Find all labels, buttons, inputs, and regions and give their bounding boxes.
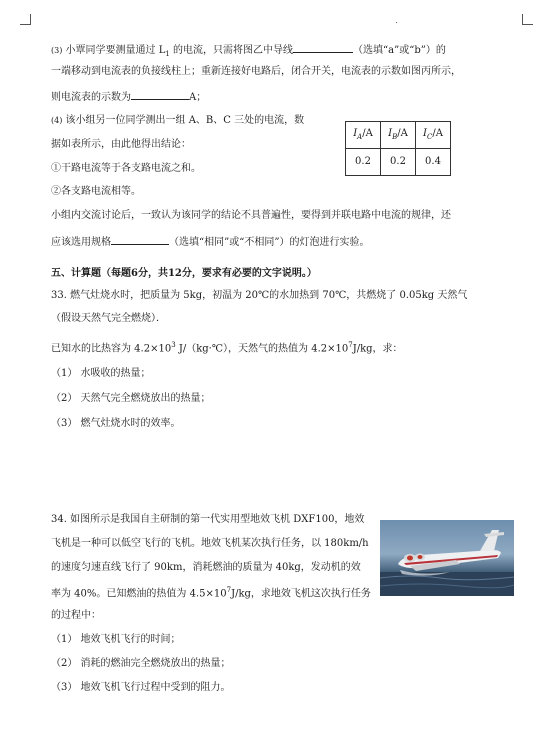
- q33-part-3: （3） 燃气灶烧水时的效率。: [51, 418, 181, 429]
- q3-line1: (3) 小覃同学要测量通过 $L_1$ 的电流，只需将图乙中导线 （选填“a”或“b”）的: [51, 42, 446, 58]
- current-data-table: [345, 121, 451, 176]
- q34-line5: 的过程中：: [51, 610, 101, 621]
- q34-line3: 的速度匀速直线飞行了 90km，消耗燃油的质量为 40kg，发动机的效: [51, 562, 361, 573]
- table-header-row: [346, 122, 451, 149]
- answer-blank-q4-spec[interactable]: [111, 234, 169, 245]
- q4-line5: 小组内交流讨论后，一致认为该同学的结论不具普遍性，要得到并联电路中电流的规律，还: [51, 210, 451, 221]
- q34-part-3: （3） 地效飞机飞行过程中受到的阻力。: [51, 682, 231, 693]
- ground-effect-aircraft-photo: [380, 520, 514, 596]
- q33-part-1: （1） 水吸收的热量；: [51, 368, 151, 379]
- corner-mark-left: [20, 14, 31, 25]
- table-header-ic: $I_C/A$: [416, 122, 451, 149]
- table-cell-ic: 0.4: [416, 149, 451, 176]
- q33-number: 33.: [51, 290, 67, 301]
- table-cell-ia: 0.2: [346, 149, 381, 176]
- q33-line2: （假设天然气完全燃烧）．: [51, 313, 166, 324]
- q4-line1: (4) 该小组另一位同学测出一组 A、B、C 三处的电流，数: [51, 115, 305, 126]
- q4-conclusion-2: ②各支路电流相等。: [51, 186, 141, 197]
- q3-line3: 则电流表的示数为 A；: [51, 89, 206, 104]
- q34-line1: 34. 如图所示是我国自主研制的第一代实用型地效飞机 DXF100，地效: [51, 514, 365, 525]
- q33-line1: 33. 燃气灶烧水时，把质量为 5kg，初温为 20℃的水加热到 70℃，共燃烧了 0.05kg 天然气: [51, 290, 468, 301]
- q4-line6: 应该选用规格 （选填“相同”或“不相同”）的灯泡进行实验。: [51, 234, 369, 249]
- q3-line2: 一端移动到电流表的负接线柱上；重新连接好电路后，闭合开关，电流表的示数如图丙所示，: [51, 66, 461, 77]
- q33-line3: 已知水的比热容为 $4.2\times 10^3$ J/（kg·℃），天然气的热值为 $4.2\times 10^7J/kg$，求：: [51, 341, 403, 355]
- q34-part-2: （2） 消耗的燃油完全燃烧放出的热量；: [51, 658, 231, 669]
- q4-line2: 据如表所示，由此他得出结论：: [51, 139, 191, 150]
- answer-blank-q3-current[interactable]: [131, 89, 189, 100]
- q33-part-2: （2） 天然气完全燃烧放出的热量；: [51, 393, 211, 404]
- q4-number: (4): [51, 116, 63, 125]
- scan-dot: [396, 22, 397, 23]
- q34-line2: 飞机是一种可以低空飞行的飞机。地效飞机某次执行任务，以 180km/h: [51, 538, 369, 549]
- table-row: [346, 149, 451, 176]
- q4-conclusion-1: ①干路电流等于各支路电流之和。: [51, 163, 201, 174]
- q34-number: 34.: [51, 514, 67, 525]
- q34-line4: 率为 40%。已知燃油的热值为 $4.5\times 10^7J/kg$，求地效飞机这次执行任务: [51, 586, 371, 600]
- table-header-ia: $I_A/A$: [346, 122, 381, 149]
- answer-blank-q3-wire[interactable]: [293, 42, 353, 53]
- section-5-heading: 五、计算题（每题6分，共12分，要求有必要的文字说明。）: [51, 268, 317, 279]
- table-cell-ib: 0.2: [381, 149, 416, 176]
- q34-part-1: （1） 地效飞机飞行的时间；: [51, 634, 181, 645]
- q3-number: (3): [51, 46, 63, 55]
- corner-mark-right: [522, 14, 533, 25]
- table-header-ib: $I_B/A$: [381, 122, 416, 149]
